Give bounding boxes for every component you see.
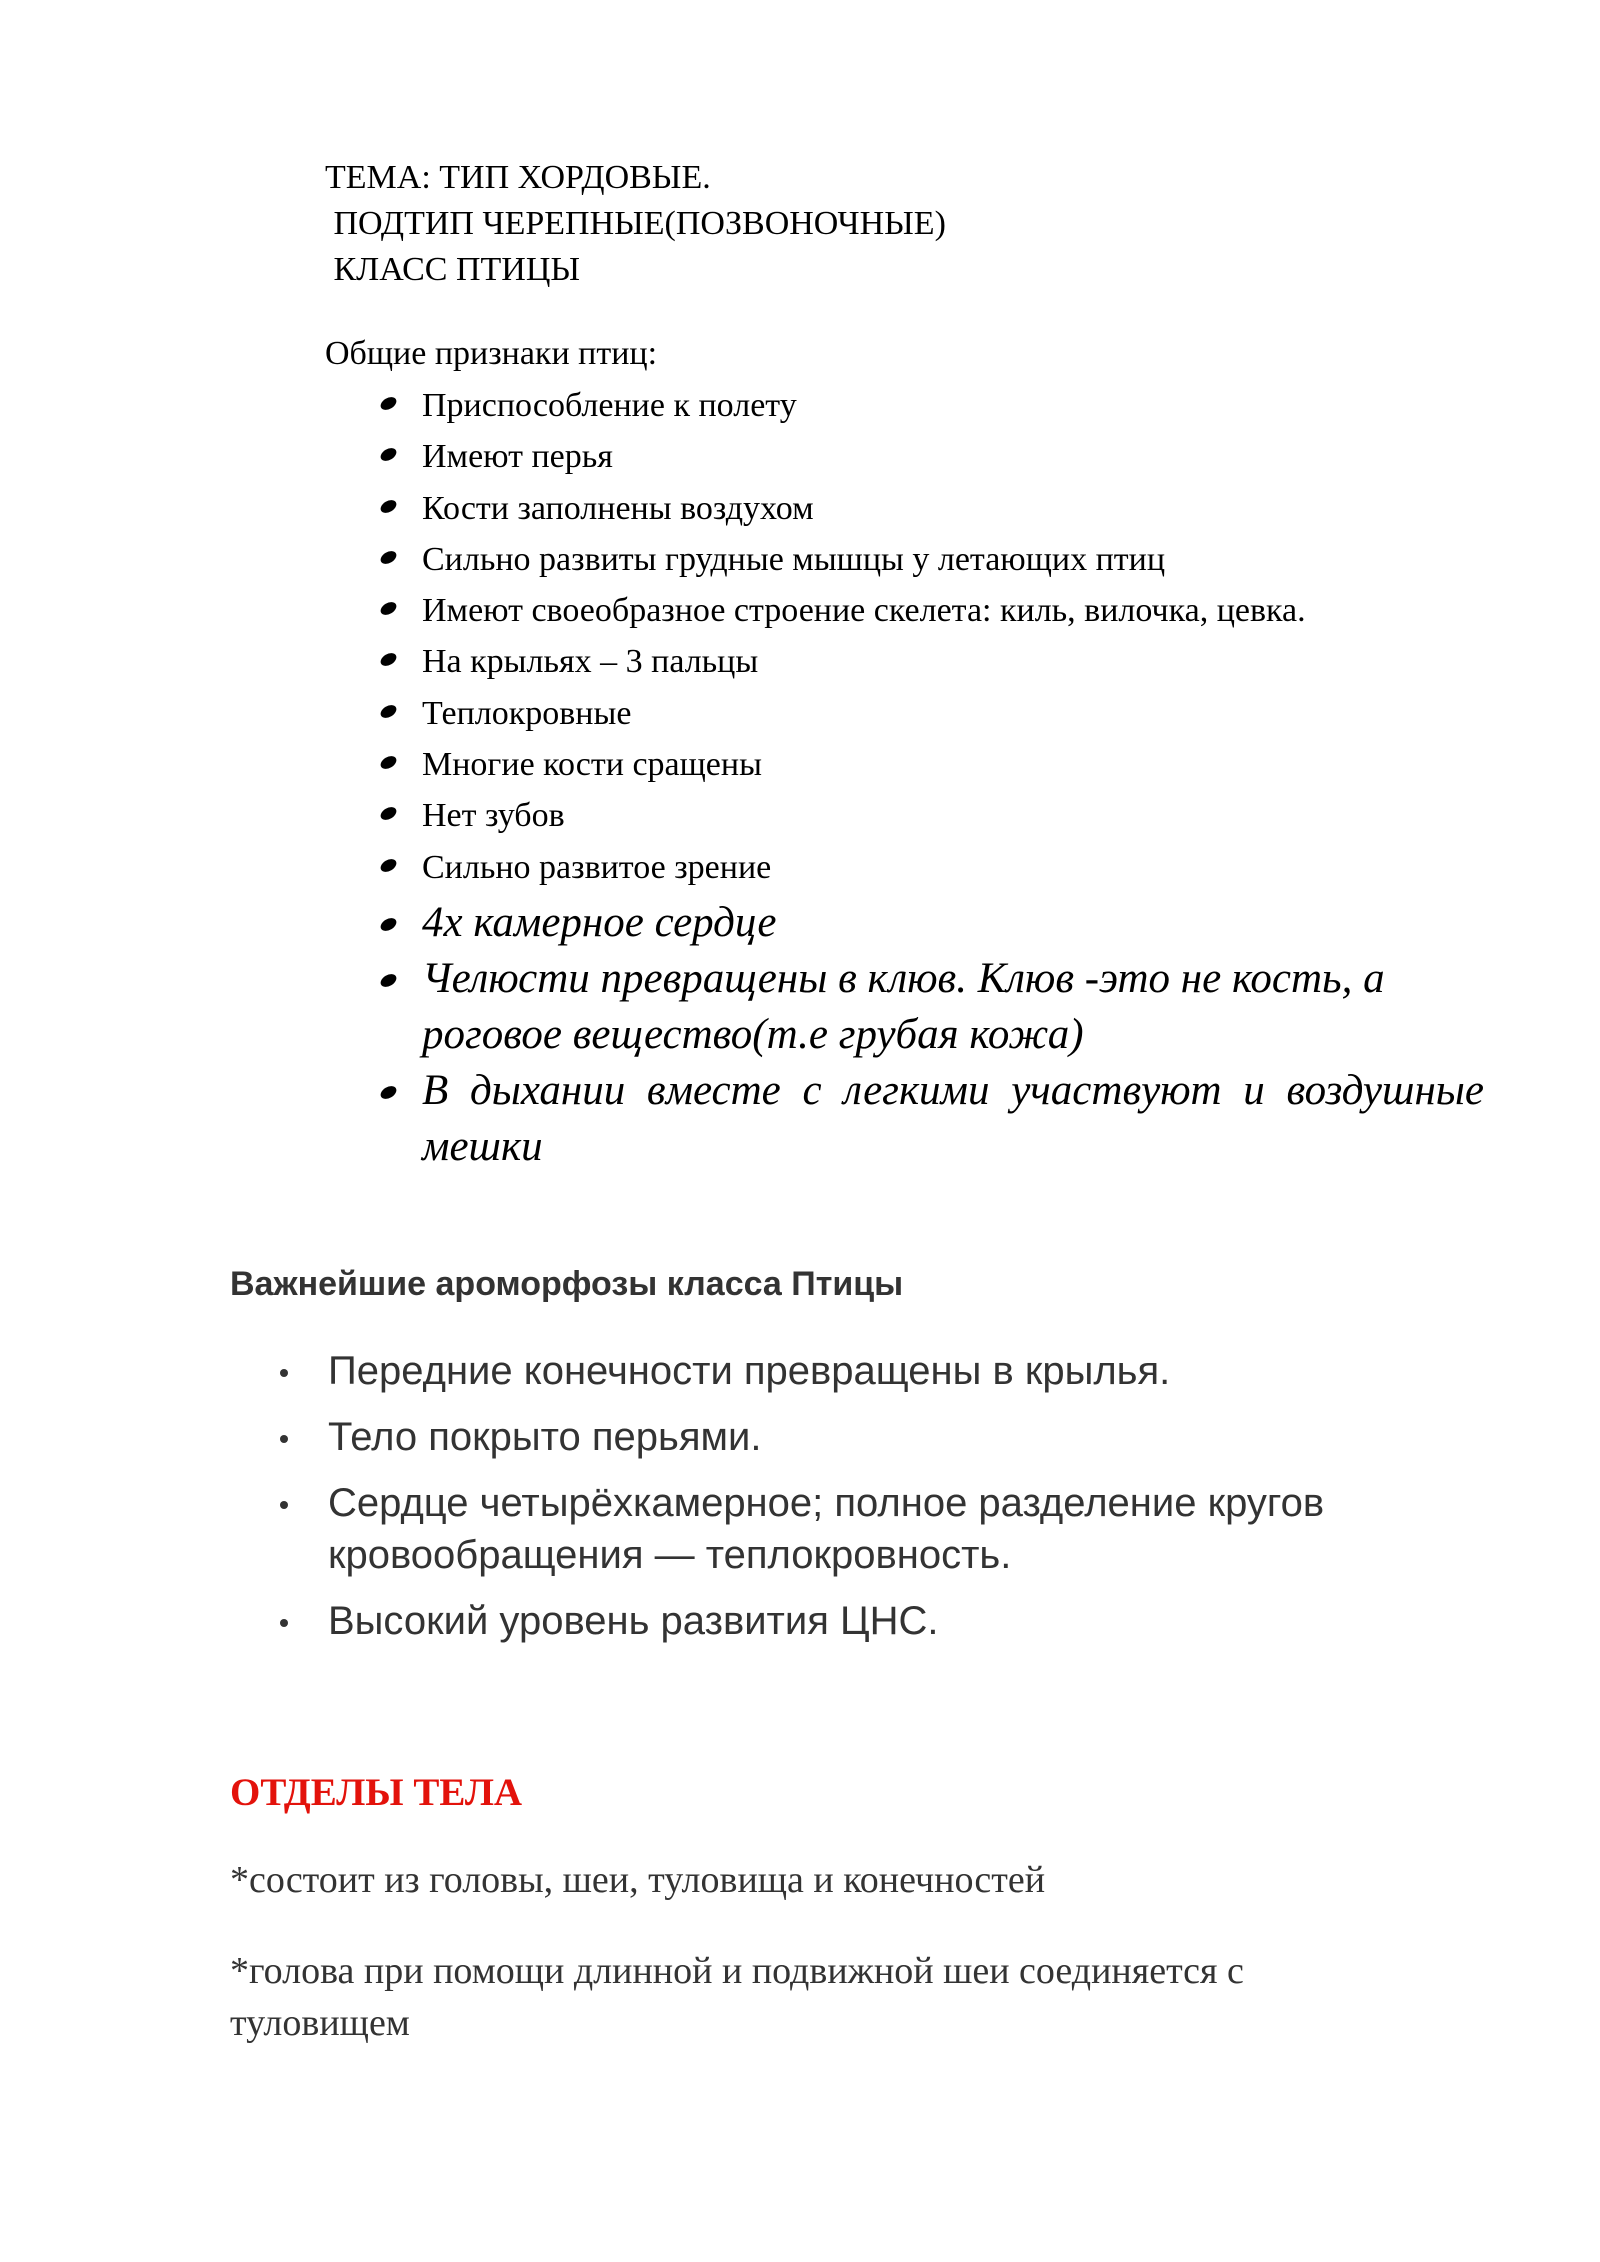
bullet-icon — [376, 951, 398, 1002]
bullet-icon — [280, 1501, 288, 1509]
bullet-icon — [376, 1063, 398, 1114]
list-item: Имеют перья — [374, 431, 1484, 482]
list-item: Нет зубов — [374, 790, 1484, 841]
topic-line: ТЕМА: ТИП ХОРДОВЫЕ. — [325, 159, 711, 196]
body-sections-heading: ОТДЕЛЫ ТЕЛА — [230, 1771, 523, 1814]
bullet-icon — [280, 1435, 288, 1443]
bullet-icon — [376, 739, 398, 790]
body-sections-paragraph: *состоит из головы, шеи, туловища и конечностей — [230, 1859, 1046, 1901]
list-item: Сильно развитое зрение — [374, 842, 1484, 893]
list-item: Кости заполнены воздухом — [374, 483, 1484, 534]
features-intro: Общие признаки птиц: — [325, 335, 658, 372]
class-line: КЛАСС ПТИЦЫ — [325, 251, 581, 288]
list-item: Теплокровные — [374, 688, 1484, 739]
list-item: Сердце четырёхкамерное; полное разделение кругов кровообращения — теплокровность. — [276, 1477, 1426, 1581]
features-list — [374, 380, 1484, 1175]
topic-header — [325, 155, 946, 293]
list-item: Передние конечности превращены в крылья. — [276, 1345, 1426, 1397]
body-sections-paragraph: *голова при помощи длинной и подвижной шеи соединяется с туловищем — [230, 1950, 1244, 2044]
bullet-icon — [376, 380, 398, 431]
list-item: 4х камерное сердце — [374, 895, 1484, 951]
bullet-icon — [376, 585, 398, 636]
list-item: Имеют своеобразное строение скелета: киль, вилочка, цевка. — [374, 585, 1484, 636]
bullet-icon — [376, 431, 398, 482]
bullet-icon — [376, 842, 398, 893]
list-item: Высокий уровень развития ЦНС. — [276, 1595, 1426, 1647]
bullet-icon — [376, 636, 398, 687]
subtype-line: ПОДТИП ЧЕРЕПНЫЕ(ПОЗВОНОЧНЫЕ) — [325, 205, 946, 242]
bullet-icon — [376, 688, 398, 739]
aromorphoses-list — [276, 1345, 1426, 1661]
aromorphoses-heading: Важнейшие ароморфозы класса Птицы — [230, 1265, 904, 1303]
list-item: Многие кости сращены — [374, 739, 1484, 790]
bullet-icon — [280, 1369, 288, 1377]
bullet-icon — [376, 534, 398, 585]
list-item: Приспособление к полету — [374, 380, 1484, 431]
list-item: В дыхании вместе с легкими участвуют и воздушные мешки — [374, 1063, 1484, 1175]
bullet-icon — [376, 895, 398, 946]
bullet-icon — [376, 790, 398, 841]
bullet-icon — [280, 1619, 288, 1627]
list-item: Сильно развиты грудные мышцы у летающих птиц — [374, 534, 1484, 585]
bullet-icon — [376, 483, 398, 534]
list-item: Челюсти превращены в клюв. Клюв -это не кость, а роговое вещество(т.е грубая кожа) — [374, 951, 1484, 1063]
list-item: На крыльях – 3 пальцы — [374, 636, 1484, 687]
list-item: Тело покрыто перьями. — [276, 1411, 1426, 1463]
